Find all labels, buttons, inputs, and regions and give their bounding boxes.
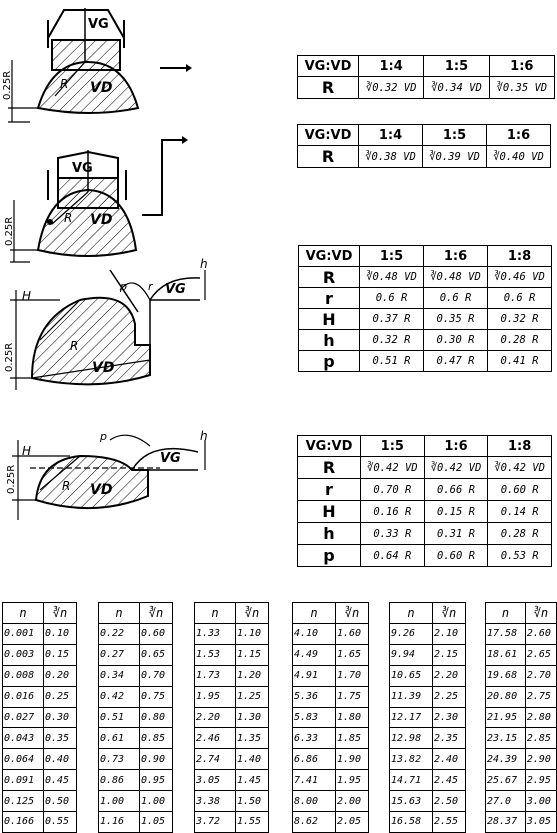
n-value: 0.51 bbox=[99, 707, 140, 728]
cube-root-value: 0.75 bbox=[140, 686, 173, 707]
n-value: 23.15 bbox=[486, 728, 526, 749]
header-cube-root: ∛n bbox=[236, 603, 269, 624]
header-n: n bbox=[390, 603, 433, 624]
table-row bbox=[3, 749, 77, 770]
fig3-vg-label: VG bbox=[165, 282, 186, 297]
cube-root-value: 2.00 bbox=[336, 791, 369, 812]
n-value: 0.166 bbox=[3, 812, 44, 833]
n-value: 10.65 bbox=[390, 665, 433, 686]
table-row bbox=[390, 624, 466, 645]
fig3-dim-label: 0.25R bbox=[4, 342, 15, 372]
table-row-label: H bbox=[299, 309, 360, 330]
table-row bbox=[486, 644, 557, 665]
table-row bbox=[486, 624, 557, 645]
table-row bbox=[3, 791, 77, 812]
n-value: 8.00 bbox=[293, 791, 336, 812]
table-row-label: R bbox=[298, 77, 359, 99]
n-value: 0.73 bbox=[99, 749, 140, 770]
cube-root-value: 1.35 bbox=[236, 728, 269, 749]
n-value: 0.001 bbox=[3, 624, 44, 645]
figure-3-sketch bbox=[4, 257, 208, 390]
cube-root-value: 1.65 bbox=[336, 644, 369, 665]
table-cell: ∛0.48 VD bbox=[424, 267, 488, 288]
table-row-label: h bbox=[299, 330, 360, 351]
table-cell: ∛0.42 VD bbox=[361, 457, 425, 479]
fig1-dim-label: 0.25R bbox=[2, 70, 13, 100]
table-row bbox=[293, 686, 369, 707]
table-cell: 0.31 R bbox=[424, 523, 488, 545]
table-cell: ∛0.35 VD bbox=[489, 77, 554, 99]
table-row bbox=[99, 812, 173, 833]
cube-root-value: 1.85 bbox=[336, 728, 369, 749]
cube-root-value: 1.95 bbox=[336, 770, 369, 791]
table-cell: 0.6 R bbox=[360, 288, 424, 309]
fig1-vg-label: VG bbox=[88, 17, 109, 32]
table-cell: 0.32 R bbox=[360, 330, 424, 351]
table-cell: 0.33 R bbox=[361, 523, 425, 545]
table-cell: 0.47 R bbox=[424, 351, 488, 372]
cube-root-value: 2.45 bbox=[433, 770, 466, 791]
fig3-r-label: R bbox=[70, 339, 79, 353]
cube-root-value: 1.25 bbox=[236, 686, 269, 707]
table-row bbox=[390, 707, 466, 728]
table-row bbox=[3, 812, 77, 833]
n-value: 1.33 bbox=[195, 624, 236, 645]
table-row bbox=[293, 644, 369, 665]
fig4-h-lower-label: h bbox=[200, 429, 208, 443]
n-value: 0.008 bbox=[3, 665, 44, 686]
n-value: 9.94 bbox=[390, 644, 433, 665]
fig4-r-label: R bbox=[62, 479, 71, 493]
table-row bbox=[390, 686, 466, 707]
table-cell: 0.41 R bbox=[488, 351, 552, 372]
table-header-cell: 1:8 bbox=[488, 246, 552, 267]
table-row bbox=[99, 624, 173, 645]
cube-root-value: 0.10 bbox=[44, 624, 77, 645]
table-row bbox=[293, 791, 369, 812]
cube-root-value: 2.10 bbox=[433, 624, 466, 645]
cube-root-value: 2.90 bbox=[525, 749, 556, 770]
cube-root-value: 0.80 bbox=[140, 707, 173, 728]
n-value: 0.34 bbox=[99, 665, 140, 686]
table-row bbox=[99, 770, 173, 791]
table-row bbox=[486, 728, 557, 749]
ratio-table-3 bbox=[298, 245, 552, 372]
table-cell: ∛0.39 VD bbox=[423, 146, 487, 168]
n-value: 4.10 bbox=[293, 624, 336, 645]
cube-root-value: 1.75 bbox=[336, 686, 369, 707]
n-value: 24.39 bbox=[486, 749, 526, 770]
n-value: 2.46 bbox=[195, 728, 236, 749]
table-row-label: R bbox=[299, 267, 360, 288]
cube-root-value: 1.55 bbox=[236, 812, 269, 833]
figure-4-sketch bbox=[6, 429, 208, 520]
fig2-vg-label: VG bbox=[72, 161, 93, 176]
n-value: 12.17 bbox=[390, 707, 433, 728]
n-value: 19.68 bbox=[486, 665, 526, 686]
table-row bbox=[3, 770, 77, 791]
table-row bbox=[486, 791, 557, 812]
cube-root-value: 2.35 bbox=[433, 728, 466, 749]
n-value: 0.22 bbox=[99, 624, 140, 645]
cube-root-value: 1.40 bbox=[236, 749, 269, 770]
table-header-cell: 1:6 bbox=[424, 246, 488, 267]
table-header-cell: 1:4 bbox=[359, 56, 424, 77]
cube-root-table bbox=[292, 602, 369, 833]
n-value: 9.26 bbox=[390, 624, 433, 645]
header-cube-root: ∛n bbox=[44, 603, 77, 624]
table-cell: ∛0.32 VD bbox=[359, 77, 424, 99]
table-row bbox=[195, 665, 269, 686]
cube-root-table bbox=[98, 602, 173, 833]
n-value: 17.58 bbox=[486, 624, 526, 645]
cube-root-value: 2.70 bbox=[525, 665, 556, 686]
n-value: 2.20 bbox=[195, 707, 236, 728]
table-row bbox=[390, 812, 466, 833]
fig2-r-label: R bbox=[64, 211, 73, 225]
table-row-label: r bbox=[299, 288, 360, 309]
table-row bbox=[195, 624, 269, 645]
table-row-label: h bbox=[298, 523, 361, 545]
n-value: 5.83 bbox=[293, 707, 336, 728]
fig2-dim-label: 0.25R bbox=[4, 216, 15, 246]
cube-root-value: 1.50 bbox=[236, 791, 269, 812]
table-row bbox=[486, 770, 557, 791]
cube-root-value: 2.25 bbox=[433, 686, 466, 707]
cube-root-value: 1.15 bbox=[236, 644, 269, 665]
figure-1-sketch bbox=[2, 8, 192, 122]
table-header-cell: 1:8 bbox=[488, 436, 552, 457]
table-cell: 0.60 R bbox=[488, 479, 552, 501]
table-row bbox=[390, 665, 466, 686]
table-row bbox=[99, 665, 173, 686]
fig3-p-label: p bbox=[120, 280, 127, 293]
cube-root-value: 2.85 bbox=[525, 728, 556, 749]
ratio-table-1 bbox=[297, 55, 555, 99]
n-value: 3.38 bbox=[195, 791, 236, 812]
n-value: 5.36 bbox=[293, 686, 336, 707]
cube-root-table bbox=[194, 602, 269, 833]
n-value: 0.064 bbox=[3, 749, 44, 770]
cube-root-value: 1.90 bbox=[336, 749, 369, 770]
table-row bbox=[293, 728, 369, 749]
table-row-label: r bbox=[298, 479, 361, 501]
table-row bbox=[99, 749, 173, 770]
table-cell: 0.60 R bbox=[424, 545, 488, 567]
table-row bbox=[3, 707, 77, 728]
table-row bbox=[195, 749, 269, 770]
table-row bbox=[486, 686, 557, 707]
table-cell: 0.6 R bbox=[488, 288, 552, 309]
table-header-cell: 1:5 bbox=[424, 56, 489, 77]
table-row bbox=[195, 770, 269, 791]
table-row bbox=[293, 770, 369, 791]
cube-root-value: 1.70 bbox=[336, 665, 369, 686]
table-header-cell: 1:6 bbox=[424, 436, 488, 457]
cube-root-value: 0.40 bbox=[44, 749, 77, 770]
table-header-cell: VG:VD bbox=[299, 246, 360, 267]
cube-root-value: 0.55 bbox=[44, 812, 77, 833]
table-row bbox=[3, 624, 77, 645]
cube-root-value: 1.45 bbox=[236, 770, 269, 791]
table-header-cell: 1:5 bbox=[360, 246, 424, 267]
cube-root-value: 3.05 bbox=[525, 812, 556, 833]
n-value: 0.043 bbox=[3, 728, 44, 749]
table-row bbox=[293, 749, 369, 770]
table-row bbox=[195, 728, 269, 749]
cube-root-value: 1.30 bbox=[236, 707, 269, 728]
cube-root-value: 1.10 bbox=[236, 624, 269, 645]
fig4-dim-label: 0.25R bbox=[6, 464, 17, 494]
n-value: 7.41 bbox=[293, 770, 336, 791]
ratio-table-4 bbox=[297, 435, 552, 567]
table-cell: 0.35 R bbox=[424, 309, 488, 330]
cube-root-value: 2.50 bbox=[433, 791, 466, 812]
fig2-vd-label: VD bbox=[90, 212, 113, 228]
fig4-h-upper-label: H bbox=[22, 444, 32, 458]
table-row bbox=[293, 665, 369, 686]
cube-root-value: 2.15 bbox=[433, 644, 466, 665]
cube-root-value: 0.15 bbox=[44, 644, 77, 665]
table-cell: 0.16 R bbox=[361, 501, 425, 523]
table-row bbox=[195, 686, 269, 707]
n-value: 1.73 bbox=[195, 665, 236, 686]
n-value: 20.80 bbox=[486, 686, 526, 707]
fig4-vd-label: VD bbox=[90, 482, 113, 498]
table-row bbox=[99, 728, 173, 749]
cube-root-value: 0.95 bbox=[140, 770, 173, 791]
table-row bbox=[486, 665, 557, 686]
table-row bbox=[99, 644, 173, 665]
table-row bbox=[3, 665, 77, 686]
table-header-cell: VG:VD bbox=[298, 436, 361, 457]
fig4-p-label: p bbox=[100, 430, 107, 443]
n-value: 0.003 bbox=[3, 644, 44, 665]
table-cell: 0.66 R bbox=[424, 479, 488, 501]
cube-root-value: 0.30 bbox=[44, 707, 77, 728]
n-value: 11.39 bbox=[390, 686, 433, 707]
fig1-vd-label: VD bbox=[90, 80, 113, 96]
header-n: n bbox=[293, 603, 336, 624]
n-value: 4.91 bbox=[293, 665, 336, 686]
cube-root-value: 2.55 bbox=[433, 812, 466, 833]
table-cell: 0.64 R bbox=[361, 545, 425, 567]
table-cell: ∛0.46 VD bbox=[488, 267, 552, 288]
cube-root-value: 1.05 bbox=[140, 812, 173, 833]
n-value: 21.95 bbox=[486, 707, 526, 728]
n-value: 27.0 bbox=[486, 791, 526, 812]
table-cell: ∛0.42 VD bbox=[488, 457, 552, 479]
cube-root-value: 2.20 bbox=[433, 665, 466, 686]
header-n: n bbox=[3, 603, 44, 624]
n-value: 0.27 bbox=[99, 644, 140, 665]
cube-root-table bbox=[485, 602, 557, 833]
table-row bbox=[3, 686, 77, 707]
table-cell: 0.15 R bbox=[424, 501, 488, 523]
table-row-label: R bbox=[298, 457, 361, 479]
cube-root-value: 2.65 bbox=[525, 644, 556, 665]
fig1-r-label: R bbox=[60, 77, 69, 91]
table-cell: 0.51 R bbox=[360, 351, 424, 372]
table-row bbox=[195, 707, 269, 728]
table-cell: 0.14 R bbox=[488, 501, 552, 523]
cube-root-value: 2.30 bbox=[433, 707, 466, 728]
table-row bbox=[390, 791, 466, 812]
table-row bbox=[486, 707, 557, 728]
n-value: 8.62 bbox=[293, 812, 336, 833]
n-value: 12.98 bbox=[390, 728, 433, 749]
table-cell: ∛0.38 VD bbox=[359, 146, 423, 168]
table-row bbox=[293, 624, 369, 645]
table-row bbox=[293, 707, 369, 728]
n-value: 18.61 bbox=[486, 644, 526, 665]
table-row bbox=[195, 644, 269, 665]
header-n: n bbox=[195, 603, 236, 624]
n-value: 0.125 bbox=[3, 791, 44, 812]
header-cube-root: ∛n bbox=[433, 603, 466, 624]
table-cell: ∛0.40 VD bbox=[487, 146, 551, 168]
cube-root-value: 0.35 bbox=[44, 728, 77, 749]
table-header-cell: 1:5 bbox=[361, 436, 425, 457]
cube-root-value: 2.95 bbox=[525, 770, 556, 791]
table-row bbox=[99, 707, 173, 728]
table-cell: 0.32 R bbox=[488, 309, 552, 330]
table-header-cell: 1:6 bbox=[489, 56, 554, 77]
cube-root-value: 0.25 bbox=[44, 686, 77, 707]
n-value: 0.027 bbox=[3, 707, 44, 728]
cube-root-value: 2.80 bbox=[525, 707, 556, 728]
table-cell: 0.70 R bbox=[361, 479, 425, 501]
table-cell: 0.37 R bbox=[360, 309, 424, 330]
ratio-table-2 bbox=[297, 124, 551, 168]
n-value: 4.49 bbox=[293, 644, 336, 665]
cube-root-table bbox=[389, 602, 466, 833]
n-value: 0.86 bbox=[99, 770, 140, 791]
cube-root-value: 2.75 bbox=[525, 686, 556, 707]
cube-root-value: 0.85 bbox=[140, 728, 173, 749]
table-row-label: p bbox=[299, 351, 360, 372]
cube-root-value: 1.00 bbox=[140, 791, 173, 812]
n-value: 2.74 bbox=[195, 749, 236, 770]
table-header-cell: 1:6 bbox=[487, 125, 551, 146]
n-value: 16.58 bbox=[390, 812, 433, 833]
table-cell: 0.6 R bbox=[424, 288, 488, 309]
table-row-label: R bbox=[298, 146, 359, 168]
table-row bbox=[195, 812, 269, 833]
n-value: 13.82 bbox=[390, 749, 433, 770]
cube-root-value: 1.80 bbox=[336, 707, 369, 728]
n-value: 0.42 bbox=[99, 686, 140, 707]
figure-2-sketch bbox=[4, 136, 188, 262]
header-cube-root: ∛n bbox=[140, 603, 173, 624]
n-value: 6.86 bbox=[293, 749, 336, 770]
cube-root-value: 0.50 bbox=[44, 791, 77, 812]
n-value: 1.00 bbox=[99, 791, 140, 812]
table-header-cell: 1:4 bbox=[359, 125, 423, 146]
n-value: 1.16 bbox=[99, 812, 140, 833]
table-cell: ∛0.34 VD bbox=[424, 77, 489, 99]
n-value: 0.016 bbox=[3, 686, 44, 707]
n-value: 0.091 bbox=[3, 770, 44, 791]
table-row-label: p bbox=[298, 545, 361, 567]
fig3-h-lower-label: h bbox=[200, 257, 208, 271]
cube-root-value: 0.60 bbox=[140, 624, 173, 645]
table-cell: 0.53 R bbox=[488, 545, 552, 567]
n-value: 14.71 bbox=[390, 770, 433, 791]
header-n: n bbox=[99, 603, 140, 624]
n-value: 1.95 bbox=[195, 686, 236, 707]
table-row bbox=[3, 644, 77, 665]
table-row bbox=[486, 812, 557, 833]
n-value: 25.67 bbox=[486, 770, 526, 791]
cube-root-value: 3.00 bbox=[525, 791, 556, 812]
n-value: 3.72 bbox=[195, 812, 236, 833]
table-row bbox=[390, 644, 466, 665]
table-row bbox=[195, 791, 269, 812]
fig3-r-small-label: r bbox=[148, 280, 153, 293]
table-cell: 0.28 R bbox=[488, 330, 552, 351]
table-row bbox=[99, 686, 173, 707]
table-cell: 0.30 R bbox=[424, 330, 488, 351]
cube-root-value: 2.60 bbox=[525, 624, 556, 645]
table-row bbox=[293, 812, 369, 833]
cube-root-table bbox=[2, 602, 77, 833]
cube-root-value: 0.70 bbox=[140, 665, 173, 686]
table-row bbox=[486, 749, 557, 770]
table-cell: 0.28 R bbox=[488, 523, 552, 545]
n-value: 6.33 bbox=[293, 728, 336, 749]
table-row bbox=[390, 770, 466, 791]
table-cell: ∛0.42 VD bbox=[424, 457, 488, 479]
header-n: n bbox=[486, 603, 526, 624]
fig3-vd-label: VD bbox=[92, 360, 115, 376]
cube-root-value: 0.20 bbox=[44, 665, 77, 686]
table-row bbox=[99, 791, 173, 812]
cube-root-value: 2.40 bbox=[433, 749, 466, 770]
cube-root-value: 0.90 bbox=[140, 749, 173, 770]
fig3-h-upper-label: H bbox=[22, 289, 32, 303]
cube-root-value: 0.65 bbox=[140, 644, 173, 665]
table-row bbox=[390, 728, 466, 749]
n-value: 1.53 bbox=[195, 644, 236, 665]
cube-root-value: 2.05 bbox=[336, 812, 369, 833]
table-header-cell: VG:VD bbox=[298, 125, 359, 146]
cube-root-value: 1.20 bbox=[236, 665, 269, 686]
cube-root-value: 1.60 bbox=[336, 624, 369, 645]
cube-root-value: 0.45 bbox=[44, 770, 77, 791]
n-value: 15.63 bbox=[390, 791, 433, 812]
table-header-cell: 1:5 bbox=[423, 125, 487, 146]
table-row-label: H bbox=[298, 501, 361, 523]
table-header-cell: VG:VD bbox=[298, 56, 359, 77]
table-row bbox=[3, 728, 77, 749]
header-cube-root: ∛n bbox=[525, 603, 556, 624]
header-cube-root: ∛n bbox=[336, 603, 369, 624]
fig4-vg-label: VG bbox=[160, 451, 181, 466]
table-row bbox=[390, 749, 466, 770]
n-value: 3.05 bbox=[195, 770, 236, 791]
table-cell: ∛0.48 VD bbox=[360, 267, 424, 288]
n-value: 0.61 bbox=[99, 728, 140, 749]
n-value: 28.37 bbox=[486, 812, 526, 833]
